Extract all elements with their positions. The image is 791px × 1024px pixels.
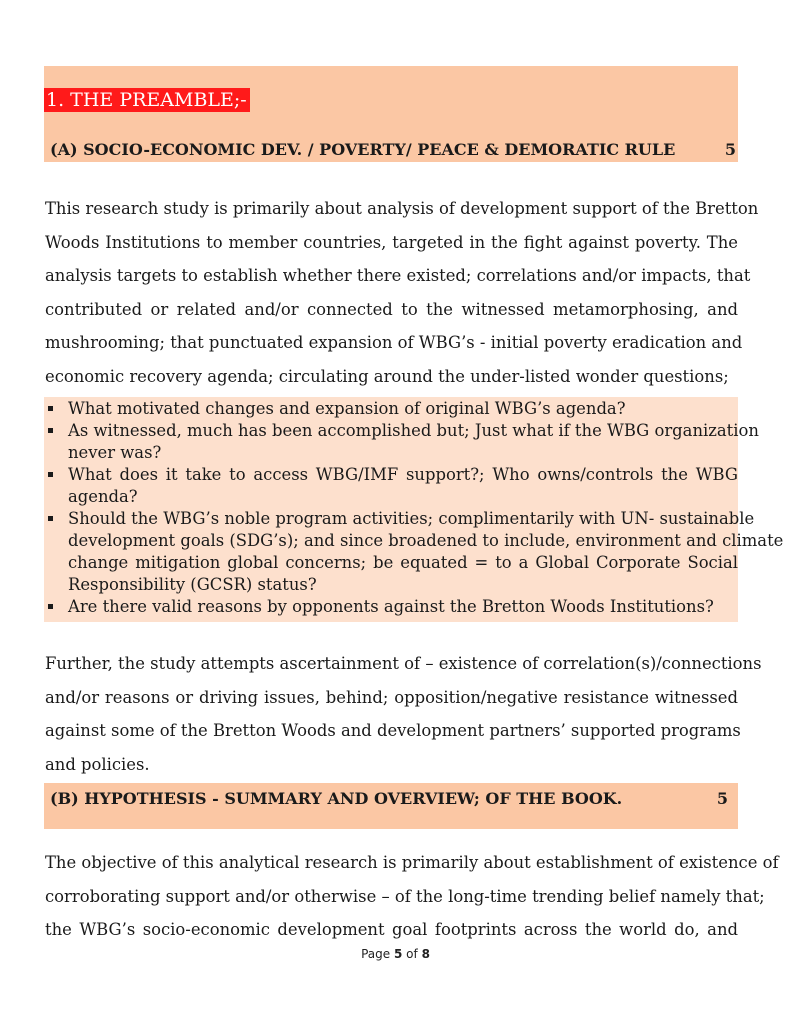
paragraph-line: corroborating support and/or otherwise – of the long-time trending belief namely that; [45,886,765,906]
section-b-heading [50,789,730,809]
list-item-line: agenda? [68,487,138,506]
list-item-line: never was? [68,443,162,462]
list-item [44,508,784,596]
footer-current-page: 5 [393,947,403,961]
bullet-square-icon [48,406,53,411]
paragraph-line: the WBG’s socio-economic development goal footprints across the world do, and [45,920,738,940]
list-item-line: What does it take to access WBG/IMF support?; Who owns/controls the WBG [68,465,738,484]
paragraph-line: Woods Institutions to member countries, targeted in the fight against poverty. The [45,232,738,252]
paragraph-line: and policies. [45,754,150,774]
list-item-line: What motivated changes and expansion of original WBG’s agenda? [68,399,626,418]
list-item-line: As witnessed, much has been accomplished but; Just what if the WBG organization [68,421,759,440]
footer-total-pages: 8 [421,947,430,961]
list-item [44,596,738,618]
section-b-title: (B) HYPOTHESIS - SUMMARY AND OVERVIEW; OF THE BOOK. [50,789,623,808]
preamble-title: 1. THE PREAMBLE;- [44,88,250,112]
list-item-line: Should the WBG’s noble program activities; complimentarily with UN- sustainable [68,509,755,528]
bullet-square-icon [48,516,53,521]
bullet-square-icon [48,604,53,609]
paragraph-line: Further, the study attempts ascertainment of – existence of correlation(s)/connections [45,654,762,673]
intro-paragraph [45,192,759,394]
paragraph-line: against some of the Bretton Woods and development partners’ supported programs [45,721,741,741]
objective-paragraph [45,846,779,947]
list-item-line: change mitigation global concerns; be equated = to a Global Corporate Social [68,553,738,572]
paragraph-line: and/or reasons or driving issues, behind; opposition/negative resistance witnessed [45,687,738,707]
further-paragraph [45,647,762,781]
paragraph-line: economic recovery agenda; circulating around the under-listed wonder questions; [45,366,729,386]
paragraph-line: The objective of this analytical research is primarily about establishment of existence of [45,853,779,872]
paragraph-line: This research study is primarily about analysis of development support of the Bretton [45,199,759,218]
questions-list [44,398,784,618]
bullet-square-icon [48,472,53,477]
list-item [44,398,738,420]
list-item [44,464,738,508]
section-a-page-number: 5 [724,140,736,159]
footer-page-label: Page [361,947,391,961]
section-b-page-number: 5 [716,789,728,808]
footer-of-label: of [406,947,418,961]
paragraph-line: analysis targets to establish whether there existed; correlations and/or impacts, that [45,266,751,286]
list-item-line: Responsibility (GCSR) status? [68,575,317,594]
paragraph-line: mushrooming; that punctuated expansion of WBG’s - initial poverty eradication and [45,333,743,353]
paragraph-line: contributed or related and/or connected to the witnessed metamorphosing, and [45,299,738,319]
page-footer [0,947,791,961]
list-item [44,420,759,464]
bullet-square-icon [48,428,53,433]
list-item-line: development goals (SDG’s); and since broadened to include, environment and climate [68,531,784,550]
section-a-heading [50,140,738,160]
list-item-line: Are there valid reasons by opponents against the Bretton Woods Institutions? [68,597,714,616]
section-a-title: (A) SOCIO-ECONOMIC DEV. / POVERTY/ PEACE & DEMORATIC RULE [50,140,676,159]
